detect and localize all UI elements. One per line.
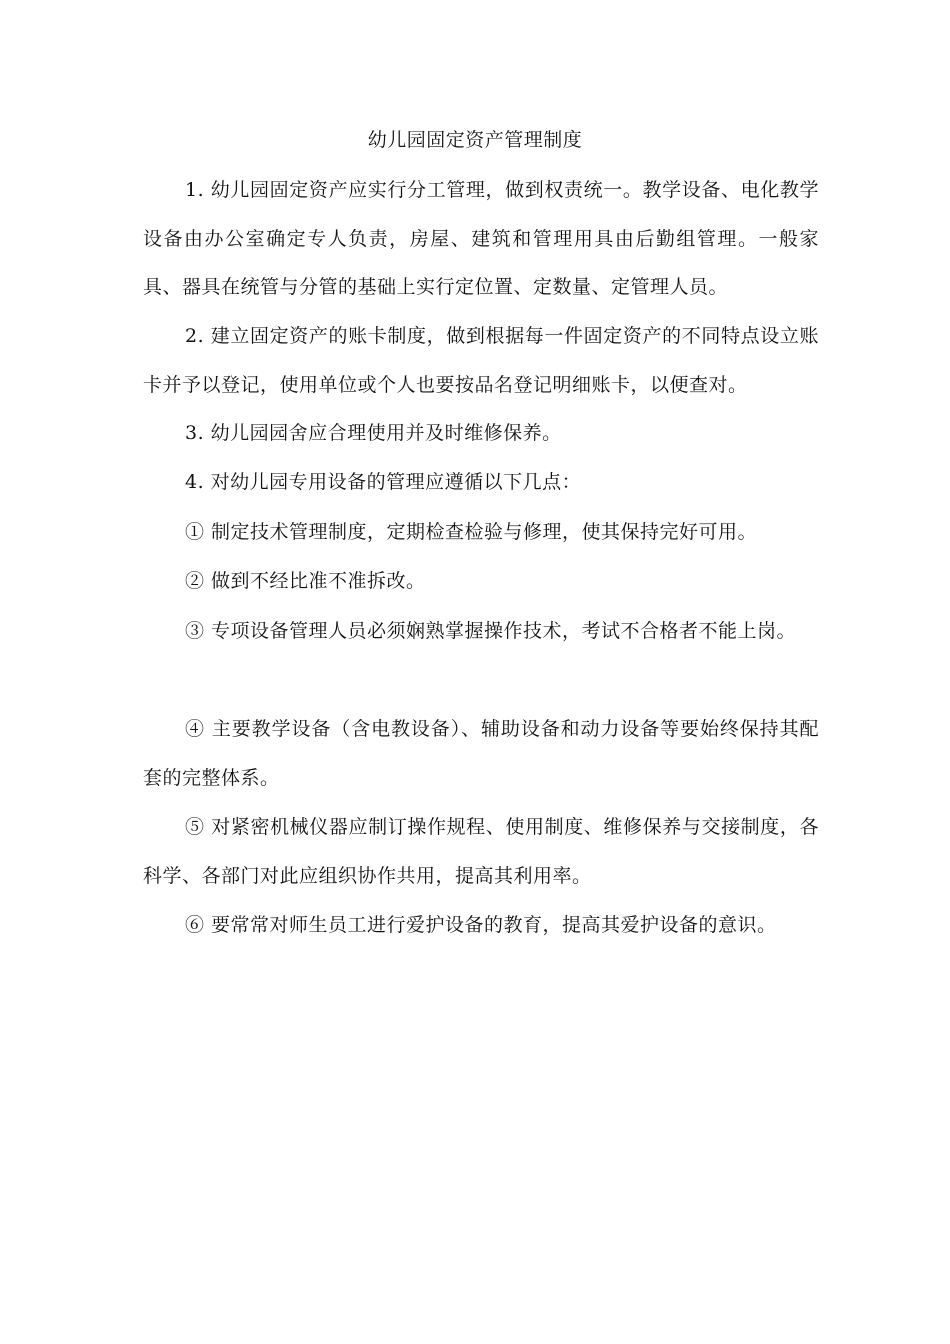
list-item-3: ③ 专项设备管理人员必须娴熟掌握操作技术，考试不合格者不能上岗。 bbox=[185, 620, 797, 642]
list-item-5: ⑤ 对紧密机械仪器应制订操作规程、使用制度、维修保养与交接制度，各科学、各部门对此应组织协作共用，提高其利用率。 bbox=[143, 816, 819, 887]
list-item-2: ② 做到不经比准不准拆改。 bbox=[185, 570, 426, 592]
list-item-4: ④ 主要教学设备（含电教设备）、辅助设备和动力设备等要始终保持其配套的完整体系。 bbox=[143, 718, 819, 789]
paragraph-2: 2. 建立固定资产的账卡制度，做到根据每一件固定资产的不同特点设立账卡并予以登记，使用单位或个人也要按品名登记明细账卡，以便查对。 bbox=[143, 325, 819, 396]
paragraph-1: 1. 幼儿园固定资产应实行分工管理，做到权责统一。教学设备、电化教学设备由办公室确定专人负责，房屋、建筑和管理用具由后勤组管理。一般家具、器具在统管与分管的基础上实行定位置、定数量、定管理人员。 bbox=[143, 179, 819, 298]
paragraph-3: 3. 幼儿园园舍应合理使用并及时维修保养。 bbox=[185, 422, 562, 444]
list-item-6: ⑥ 要常常对师生员工进行爱护设备的教育，提高其爱护设备的意识。 bbox=[185, 914, 777, 936]
paragraph-4: 4. 对幼儿园专用设备的管理应遵循以下几点： bbox=[185, 471, 582, 493]
document-title: 幼儿园固定资产管理制度 bbox=[367, 129, 583, 151]
list-item-1: ① 制定技术管理制度，定期检查检验与修理，使其保持完好可用。 bbox=[185, 521, 758, 543]
